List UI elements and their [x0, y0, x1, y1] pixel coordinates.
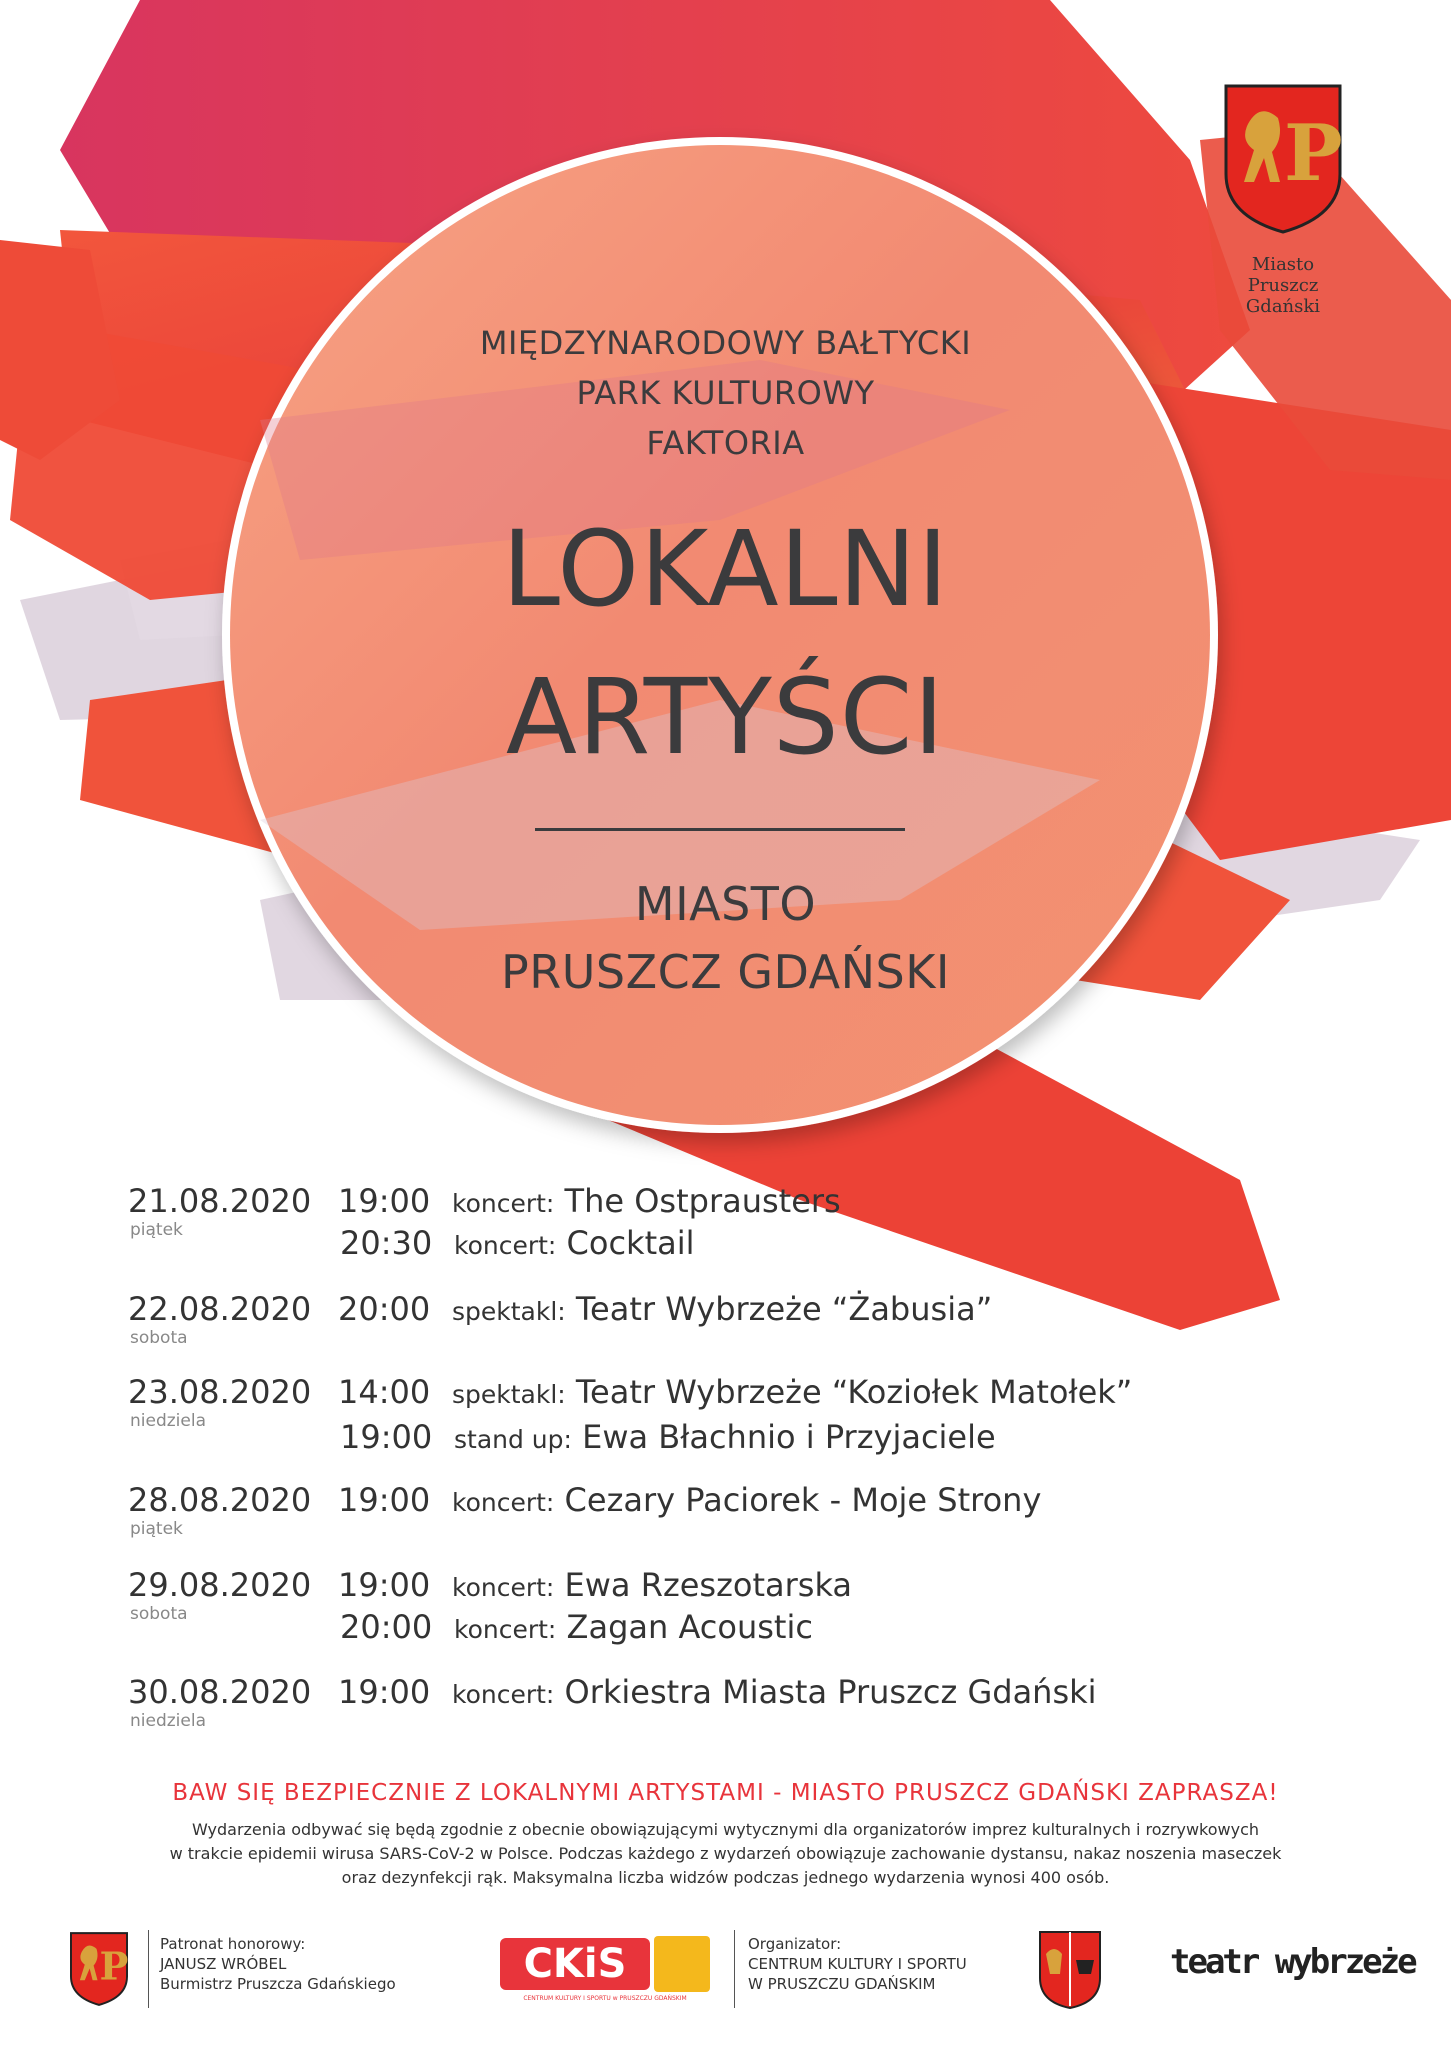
event-entry: [452, 1182, 841, 1220]
schedule-date: 21.08.2020: [128, 1182, 312, 1220]
event-time: 20:30: [340, 1224, 433, 1262]
event-entry: [454, 1608, 813, 1646]
event-kind: koncert:: [452, 1488, 555, 1517]
event-title: Teatr Wybrzeże “Żabusia”: [575, 1290, 993, 1328]
city-name: MIASTO PRUSZCZ GDAŃSKI: [501, 877, 950, 999]
teatr-wybrzeze-logo: teatr wybrzeże: [1170, 1942, 1415, 1982]
event-entry: [452, 1673, 1097, 1711]
event-title: Cezary Paciorek - Moje Strony: [564, 1481, 1042, 1519]
schedule-day: niedziela: [130, 1711, 206, 1731]
event-title: Zagan Acoustic: [566, 1608, 813, 1646]
event-title: The Ostprausters: [564, 1182, 841, 1220]
event-time: 20:00: [338, 1290, 431, 1328]
footer-divider: [148, 1930, 149, 2008]
event-time: 19:00: [340, 1418, 433, 1456]
event-kind: stand up:: [454, 1425, 572, 1454]
event-kind: spektakl:: [452, 1297, 566, 1326]
schedule-date: 23.08.2020: [128, 1373, 312, 1411]
event-kind: koncert:: [454, 1231, 557, 1260]
event-kind: koncert:: [452, 1680, 555, 1709]
ckis-logo: CKiS: [500, 1938, 650, 1990]
event-time: 19:00: [338, 1566, 431, 1604]
event-entry: [454, 1224, 695, 1262]
coat-of-arms-icon: [1224, 84, 1342, 234]
organization-name: MIĘDZYNARODOWY BAŁTYCKI PARK KULTUROWY FAKTORIA: [479, 324, 972, 462]
event-time: 19:00: [338, 1673, 431, 1711]
event-title: Teatr Wybrzeże “Koziołek Matołek”: [575, 1373, 1133, 1411]
event-time: 14:00: [338, 1373, 431, 1411]
coat-of-arms-icon: [70, 1932, 128, 2006]
event-kind: spektakl:: [452, 1380, 566, 1409]
event-entry: [454, 1418, 996, 1456]
title-divider: [535, 828, 905, 831]
schedule-date: 28.08.2020: [128, 1481, 312, 1519]
event-entry: [452, 1566, 852, 1604]
event-entry: [452, 1373, 1132, 1411]
slogan: BAW SIĘ BEZPIECZNIE Z LOKALNYMI ARTYSTAMI - MIASTO PRUSZCZ GDAŃSKI ZAPRASZA!: [172, 1780, 1279, 1806]
schedule-date: 30.08.2020: [128, 1673, 312, 1711]
svg-text:P: P: [1284, 108, 1342, 199]
schedule-day: piątek: [130, 1220, 183, 1240]
event-kind: koncert:: [454, 1615, 557, 1644]
safety-notice: Wydarzenia odbywać się będą zgodnie z obecnie obowiązującymi wytycznymi dla organizatorów imprez kulturalnych i rozrywkowych w trakcie epidemii wirusa SARS-CoV-2 w Polsce. Podczas każdego z wydarzeń obowiązuje zachowanie dystansu, nakaz noszenia maseczek oraz dezynfekcji rąk. Maksymalna liczba widzów podczas jednego wydarzenia wynosi 400 osób.: [169, 1820, 1282, 1887]
event-entry: [452, 1481, 1041, 1519]
ckis-logo-subtitle: CENTRUM KULTURY I SPORTU w PRUSZCZU GDAŃSKIM: [523, 1995, 687, 2002]
event-title: Ewa Błachnio i Przyjaciele: [582, 1418, 996, 1456]
organizer-info: Organizator: CENTRUM KULTURY I SPORTU W PRUSZCZU GDAŃSKIM: [748, 1935, 967, 1993]
schedule-date: 22.08.2020: [128, 1290, 312, 1328]
event-title: Orkiestra Miasta Pruszcz Gdański: [564, 1673, 1097, 1711]
patron-info: Patronat honorowy: JANUSZ WRÓBEL Burmistrz Pruszcza Gdańskiego: [160, 1935, 396, 1993]
schedule-day: sobota: [130, 1604, 188, 1624]
event-time: 19:00: [338, 1182, 431, 1220]
event-title: LOKALNI ARTYŚCI: [501, 508, 950, 778]
event-kind: koncert:: [452, 1573, 555, 1602]
county-coat-of-arms-icon: [1038, 1930, 1102, 2010]
event-time: 19:00: [338, 1481, 431, 1519]
svg-text:P: P: [99, 1944, 128, 1990]
city-logo: [1218, 84, 1348, 317]
schedule-day: niedziela: [130, 1411, 206, 1431]
schedule-day: piątek: [130, 1519, 183, 1539]
ckis-emblem-icon: [654, 1936, 710, 1992]
event-entry: [452, 1290, 992, 1328]
event-time: 20:00: [340, 1608, 433, 1646]
schedule-date: 29.08.2020: [128, 1566, 312, 1604]
event-title: Ewa Rzeszotarska: [564, 1566, 853, 1604]
event-kind: koncert:: [452, 1189, 555, 1218]
city-logo-caption: Miasto Pruszcz Gdański: [1245, 254, 1321, 317]
footer-divider: [734, 1930, 735, 2008]
schedule-day: sobota: [130, 1328, 188, 1348]
event-title: Cocktail: [566, 1224, 695, 1262]
